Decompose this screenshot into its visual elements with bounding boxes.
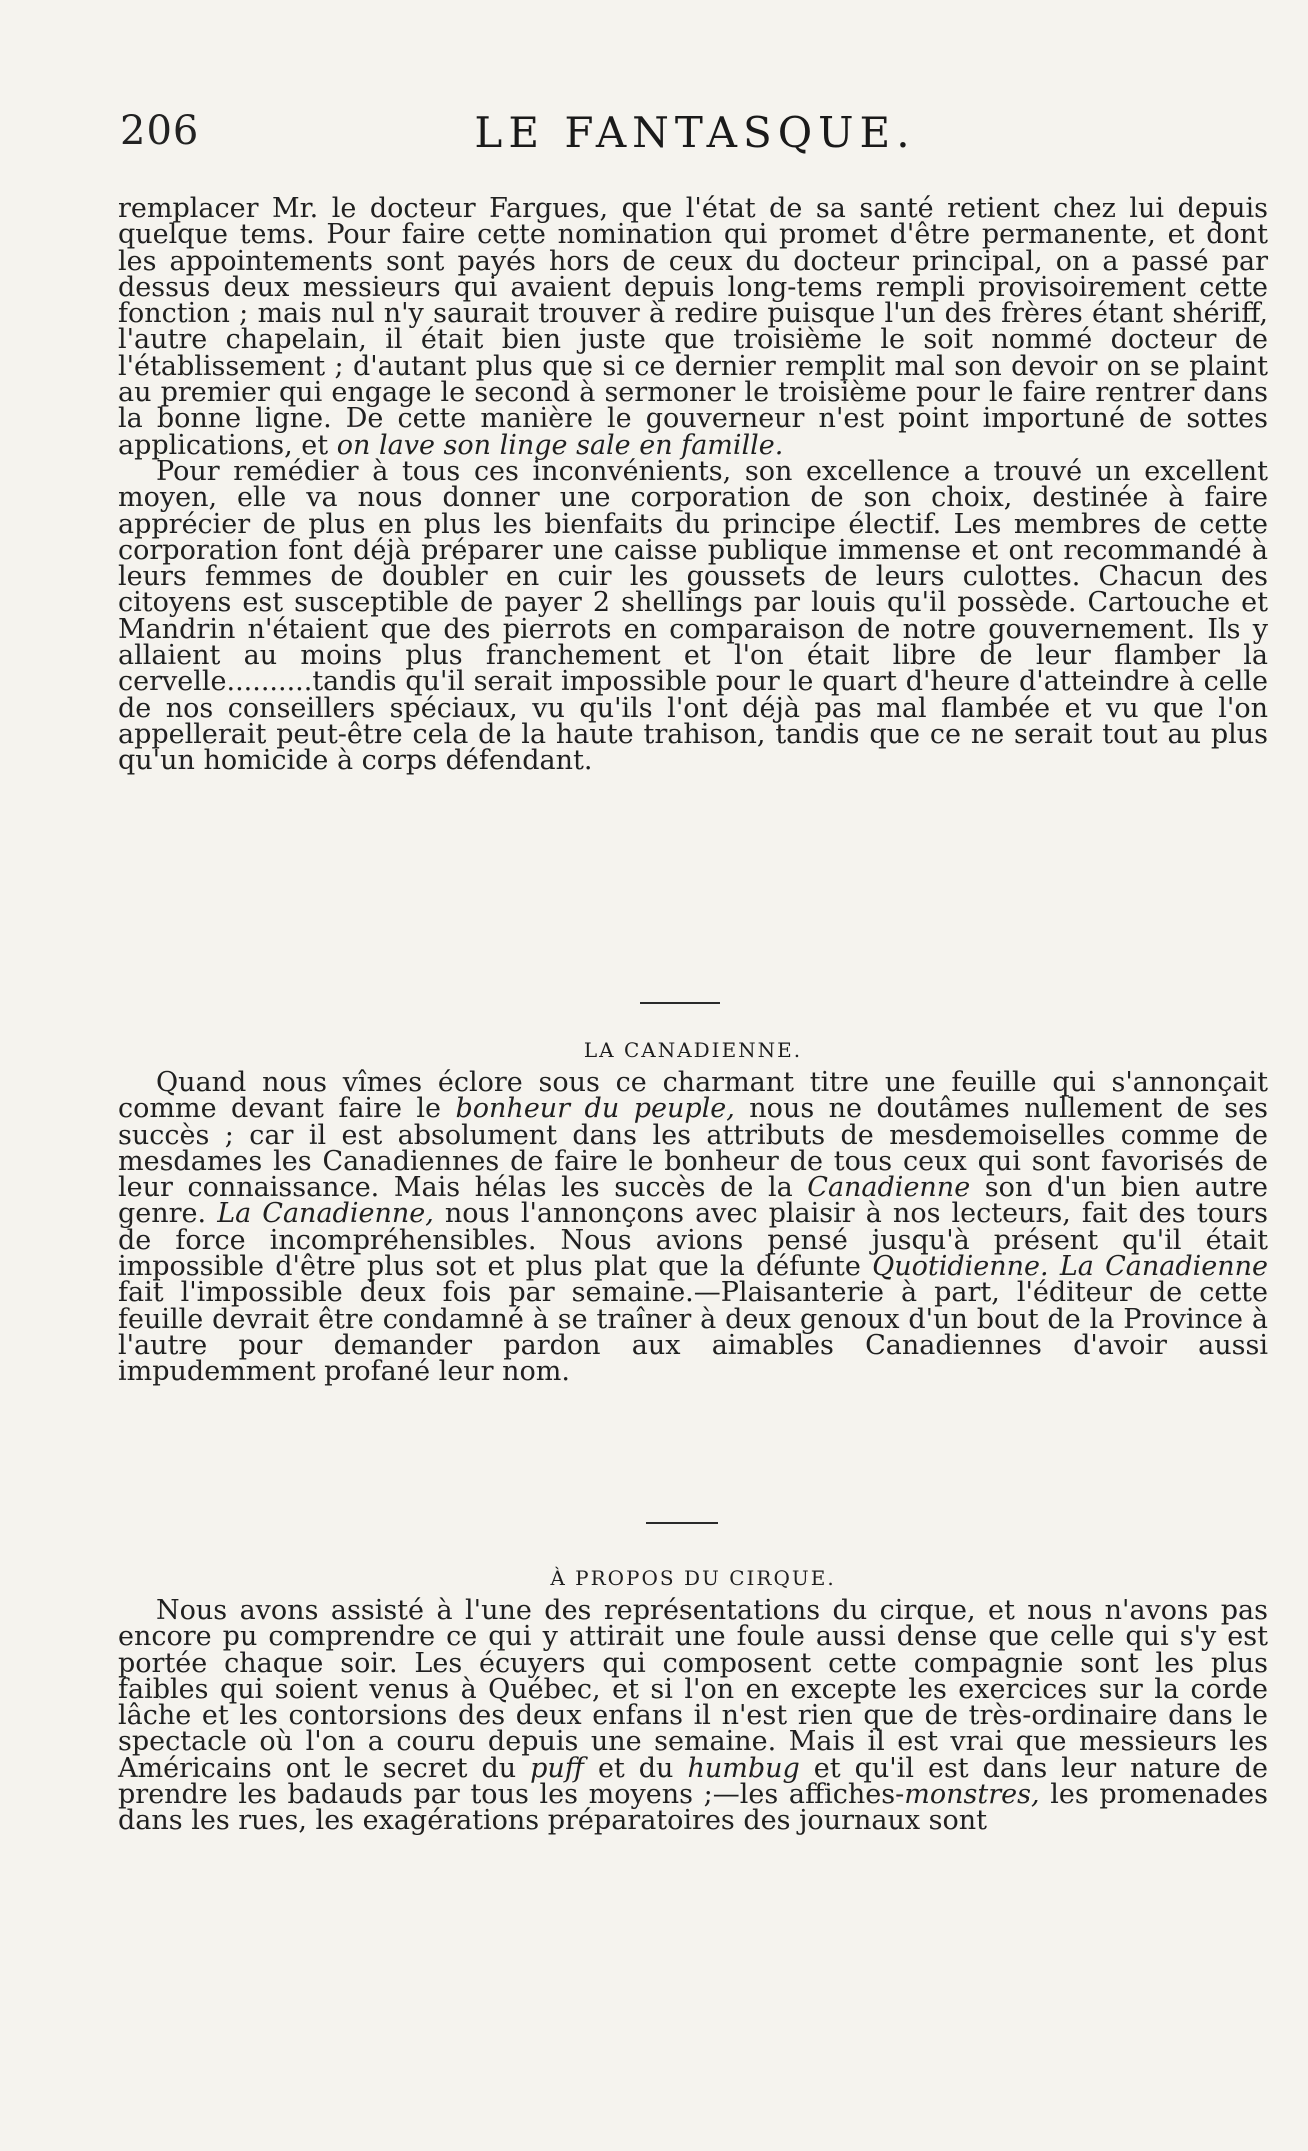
section-heading: LA CANADIENNE.: [583, 1038, 803, 1062]
article-paragraph: Quand nous vîmes éclore sous ce charmant titre une feuille qui s'annonçait comme devant faire le bonheur du peuple, nous ne doutâmes nullement de ses succès ; car il est absolument dans les attributs de mesdemoiselles comme de mesdames les Canadiennes de faire le bonheur de tous ceux qui sont favorisés de leur connaissance. Mais hélas les succès de la Canadienne son d'un bien autre genre. La Canadienne, nous l'annonçons avec plaisir à nos lecteurs, fait des tours de force incompréhensibles. Nous avions pensé jusqu'à présent qu'il était impossible d'être plus sot et plus plat que la défunte Quotidienne. La Canadienne fait l'impossible deux fois par semaine.—Plaisanterie à part, l'éditeur de cette feuille devrait être condamné à se traîner à deux genoux d'un bout de la Province à l'autre pour demander pardon aux aimables Canadiennes d'avoir aussi impudemment profané leur nom.: [118, 1067, 1268, 1388]
article-la-canadienne: [118, 1067, 1268, 1388]
article-paragraph: remplacer Mr. le docteur Fargues, que l'état de sa santé retient chez lui depuis quelque tems. Pour faire cette nomination qui promet d'être permanente, et dont les appointements sont payés hors de ceux du docteur principal, on a passé par dessus deux messieurs qui avaient depuis long-tems rempli provisoirement cette fonction ; mais nul n'y saurait trouver à redire puisque l'un des frères étant shériff, l'autre chapelain, il était bien juste que troisième le soit nommé docteur de l'établissement ; d'autant plus que si ce dernier remplit mal son devoir on se plaint au premier qui engage le second à sermoner le troisième pour le faire rentrer dans la bonne ligne. De cette manière le gouverneur n'est point importuné de sottes applications, et on lave son linge sale en famille.: [118, 193, 1268, 461]
running-title: LE FANTASQUE.: [474, 108, 916, 157]
section-divider: [640, 1002, 720, 1004]
page-header: [120, 108, 1270, 168]
section-divider: [646, 1522, 718, 1524]
article-cirque: [118, 1595, 1268, 1837]
article-continued: [118, 193, 1268, 777]
article-paragraph: Nous avons assisté à l'une des représentations du cirque, et nous n'avons pas encore pu comprendre ce qui y attirait une foule aussi dense que celle qui s'y est portée chaque soir. Les écuyers qui composent cette compagnie sont les plus faibles qui soient venus à Québec, et si l'on en excepte les exercices sur la corde lâche et les contorsions des deux enfans il n'est rien que de très-ordinaire dans le spectacle où l'on a couru depuis une semaine. Mais il est vrai que messieurs les Américains ont le secret du puff et du humbug et qu'il est dans leur nature de prendre les badauds par tous les moyens ;—les affiches-monstres, les promenades dans les rues, les exagérations préparatoires des journaux sont: [118, 1595, 1268, 1837]
section-heading: À PROPOS DU CIRQUE.: [550, 1566, 836, 1590]
page-number: 206: [120, 108, 200, 154]
article-paragraph: Pour remédier à tous ces inconvénients, son excellence a trouvé un excellent moyen, elle va nous donner une corporation de son choix, destinée à faire apprécier de plus en plus les bienfaits du principe électif. Les membres de cette corporation font déjà préparer une caisse publique immense et ont recommandé à leurs femmes de doubler en cuir les goussets de leurs culottes. Chacun des citoyens est susceptible de payer 2 shellings par louis qu'il possède. Cartouche et Mandrin n'étaient que des pierrots en comparaison de notre gouvernement. Ils y allaient au moins plus franchement et l'on était libre de leur flamber la cervelle..........tandis qu'il serait impossible pour le quart d'heure d'atteindre à celle de nos conseillers spéciaux, vu qu'ils l'ont déjà pas mal flambée et vu que l'on appellerait peut-être cela de la haute trahison, tandis que ce ne serait tout au plus qu'un homicide à corps défendant.: [118, 455, 1268, 777]
